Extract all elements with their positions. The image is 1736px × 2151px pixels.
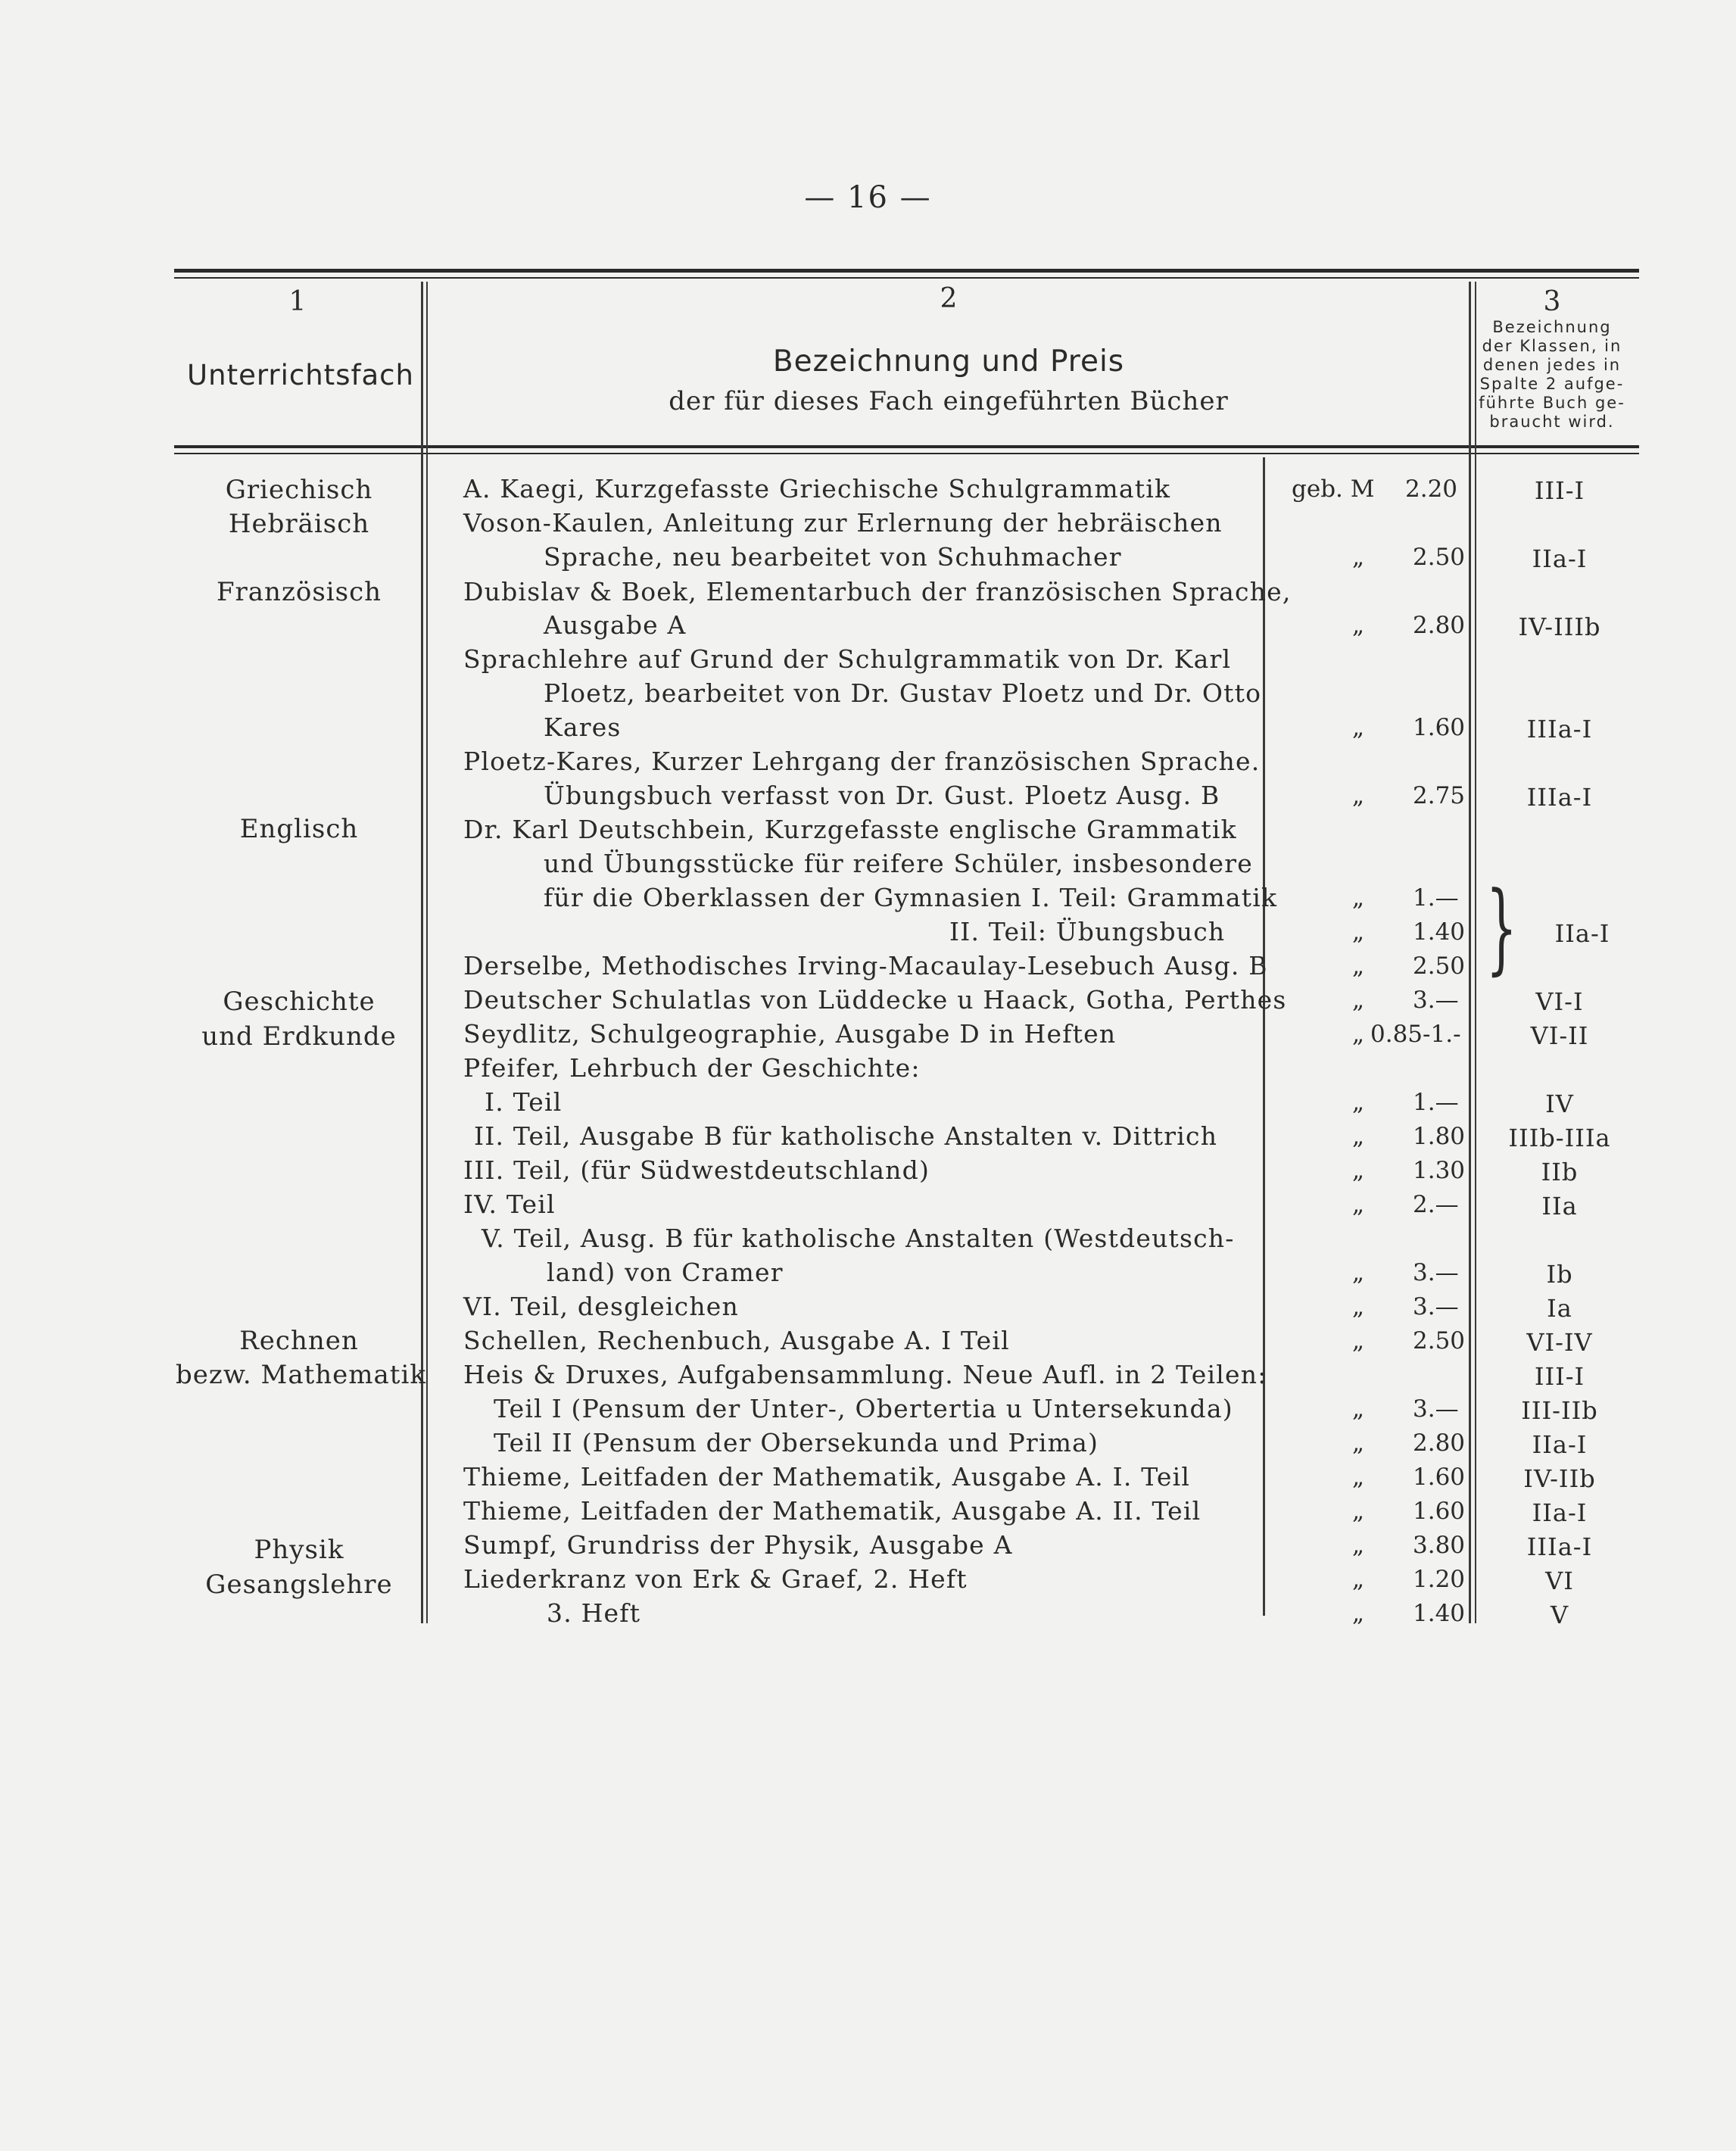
class-designation: IIIb-IIIa xyxy=(1508,1124,1611,1152)
price-prefix: „ xyxy=(1352,952,1365,980)
price-prefix: „ xyxy=(1352,1327,1365,1355)
subject: Physik xyxy=(254,1535,344,1565)
class-designation: IIa-I xyxy=(1554,919,1610,948)
class-designation: IIa-I xyxy=(1532,544,1588,573)
book-line: V. Teil, Ausg. B für katholische Anstalten (Westdeutsch- xyxy=(482,1224,1235,1253)
price-value: 1.— xyxy=(1413,884,1459,912)
book-line: II. Teil, Ausgabe B für katholische Anstalten v. Dittrich xyxy=(474,1121,1218,1151)
subject: Rechnen xyxy=(239,1326,359,1356)
book-line: Sprache, neu bearbeitet von Schuhmacher xyxy=(544,542,1122,572)
price-prefix: „ xyxy=(1352,918,1365,946)
price-value: 1.60 xyxy=(1413,1464,1466,1491)
book-line: Sumpf, Grundriss der Physik, Ausgabe A xyxy=(463,1530,1013,1560)
price-prefix: „ xyxy=(1352,884,1365,912)
price-value: 3.80 xyxy=(1413,1532,1466,1559)
book-line: II. Teil: Übungsbuch xyxy=(949,917,1226,946)
price-value: 3.— xyxy=(1413,1395,1459,1423)
price-prefix: „ xyxy=(1352,1021,1365,1048)
price-value: 0.85-1.- xyxy=(1370,1021,1461,1048)
header-bottom-rule xyxy=(174,445,1639,448)
class-designation: IV-IIIb xyxy=(1518,613,1601,641)
book-line: Ploetz-Kares, Kurzer Lehrgang der französischen Sprache. xyxy=(463,747,1261,776)
price-prefix: „ xyxy=(1352,1089,1365,1116)
book-line: Pfeifer, Lehrbuch der Geschichte: xyxy=(463,1053,921,1083)
col3-number: 3 xyxy=(1543,286,1561,317)
class-designation: III-I xyxy=(1534,1362,1585,1391)
price-value: 1.30 xyxy=(1413,1157,1466,1184)
book-line: Thieme, Leitfaden der Mathematik, Ausgabe A. I. Teil xyxy=(463,1462,1191,1492)
col3-line: Spalte 2 aufge- xyxy=(1479,375,1625,393)
col3-line: Bezeichnung xyxy=(1492,318,1612,336)
subject: Französisch xyxy=(216,577,382,607)
class-designation: IIa xyxy=(1541,1192,1578,1220)
book-line: Ausgabe A xyxy=(544,610,687,640)
class-designation: VI-II xyxy=(1530,1021,1589,1050)
price-value: 2.— xyxy=(1413,1191,1459,1218)
book-line: Dubislav & Boek, Elementarbuch der französischen Sprache, xyxy=(463,577,1292,606)
price-prefix: „ xyxy=(1352,544,1365,571)
col2-subtitle: der für dieses Fach eingeführten Bücher xyxy=(669,386,1229,416)
book-line: Schellen, Rechenbuch, Ausgabe A. I Teil xyxy=(463,1326,1010,1355)
col3-title xyxy=(1476,318,1628,432)
price-prefix: „ xyxy=(1352,714,1365,741)
price-prefix: „ xyxy=(1352,1395,1365,1423)
price-prefix: „ xyxy=(1352,782,1365,809)
class-designation: IV-IIb xyxy=(1523,1464,1596,1493)
subject: Gesangslehre xyxy=(205,1570,393,1600)
book-line: Teil I (Pensum der Unter-, Obertertia u Untersekunda) xyxy=(494,1394,1233,1423)
price-prefix: „ xyxy=(1352,1293,1365,1320)
col2-title: Bezeichnung und Preis xyxy=(772,344,1125,379)
price-divider xyxy=(1263,457,1265,1616)
page-number: — 16 — xyxy=(804,180,932,215)
book-line: 3. Heft xyxy=(547,1598,641,1628)
price-value: 1.40 xyxy=(1413,1600,1466,1627)
price-prefix: „ xyxy=(1352,1464,1365,1491)
book-line: A. Kaegi, Kurzgefasste Griechische Schulgrammatik xyxy=(463,474,1171,503)
book-line: Teil II (Pensum der Obersekunda und Prima) xyxy=(494,1428,1099,1457)
price-value: 1.60 xyxy=(1413,1498,1466,1525)
price-prefix: „ xyxy=(1352,1429,1365,1457)
col3-line: führte Buch ge- xyxy=(1479,394,1625,412)
price-value: 2.50 xyxy=(1413,1327,1466,1355)
book-line: Ploetz, bearbeitet von Dr. Gustav Ploetz und Dr. Otto xyxy=(544,678,1262,708)
brace-symbol: } xyxy=(1485,870,1518,985)
book-line: I. Teil xyxy=(485,1087,563,1117)
book-line: Thieme, Leitfaden der Mathematik, Ausgabe A. II. Teil xyxy=(463,1496,1201,1526)
price-value: 2.80 xyxy=(1413,612,1466,639)
col3-line: denen jedes in xyxy=(1482,356,1622,374)
price-prefix: „ xyxy=(1352,1566,1365,1593)
price-value: 1.80 xyxy=(1413,1123,1466,1150)
price-prefix: „ xyxy=(1352,1157,1365,1184)
class-designation: IIa-I xyxy=(1532,1430,1588,1459)
class-designation: VI xyxy=(1545,1566,1574,1595)
price-prefix: „ xyxy=(1352,1498,1365,1525)
book-line: für die Oberklassen der Gymnasien I. Teil: Grammatik xyxy=(544,883,1278,912)
price-prefix: „ xyxy=(1352,1191,1365,1218)
class-designation: IIIa-I xyxy=(1526,715,1593,743)
class-designation: IIa-I xyxy=(1532,1498,1588,1527)
subject: Griechisch xyxy=(225,475,373,505)
price-value: 3.— xyxy=(1413,1259,1459,1286)
class-designation: V xyxy=(1550,1601,1569,1629)
price-value: 1.60 xyxy=(1413,714,1466,741)
class-designation: IIIa-I xyxy=(1526,1532,1593,1561)
subject: Geschichte xyxy=(223,987,376,1017)
header-bottom-thin-rule xyxy=(174,453,1639,454)
book-line: Liederkranz von Erk & Graef, 2. Heft xyxy=(463,1564,968,1594)
book-line: und Übungsstücke für reifere Schüler, insbesondere xyxy=(544,849,1253,878)
class-designation: IV xyxy=(1545,1090,1574,1118)
price-prefix: „ xyxy=(1352,612,1365,639)
class-designation: Ib xyxy=(1546,1260,1573,1289)
class-designation: IIb xyxy=(1541,1158,1579,1186)
book-line: Dr. Karl Deutschbein, Kurzgefasste englische Grammatik xyxy=(463,815,1237,844)
col2-number: 2 xyxy=(940,283,958,314)
column-divider-2b xyxy=(1475,282,1476,1623)
book-line: Seydlitz, Schulgeographie, Ausgabe D in Heften xyxy=(463,1019,1117,1049)
price-value: 3.— xyxy=(1413,1293,1459,1320)
price-value: 2.50 xyxy=(1413,544,1466,571)
book-line: Sprachlehre auf Grund der Schulgrammatik von Dr. Karl xyxy=(463,644,1232,674)
price-prefix: „ xyxy=(1352,1600,1365,1627)
price-value: 3.— xyxy=(1413,987,1459,1014)
price-value: 1.— xyxy=(1413,1089,1459,1116)
price-prefix: „ xyxy=(1352,1532,1365,1559)
price-value: 2.75 xyxy=(1413,782,1466,809)
price-prefix: „ xyxy=(1352,1259,1365,1286)
price-prefix: „ xyxy=(1352,987,1365,1014)
price-value: 2.80 xyxy=(1413,1429,1466,1457)
subject: bezw. Mathematik xyxy=(176,1360,426,1390)
class-designation: VI-I xyxy=(1535,987,1584,1016)
class-designation: III-I xyxy=(1534,476,1585,505)
book-line: land) von Cramer xyxy=(547,1258,784,1287)
subject: Englisch xyxy=(239,814,359,844)
price-value: 2.50 xyxy=(1413,952,1466,980)
book-line: IV. Teil xyxy=(463,1189,556,1219)
table-top-thin-rule xyxy=(174,277,1639,279)
book-line: VI. Teil, desgleichen xyxy=(463,1292,739,1321)
subject: Hebräisch xyxy=(228,509,370,539)
subject: und Erdkunde xyxy=(201,1021,397,1052)
col1-number: 1 xyxy=(288,286,307,317)
class-designation: III-IIb xyxy=(1521,1396,1598,1425)
book-line: Kares xyxy=(544,712,622,742)
col3-line: braucht wird. xyxy=(1489,413,1615,431)
book-line: Heis & Druxes, Aufgabensammlung. Neue Aufl. in 2 Teilen: xyxy=(463,1360,1267,1389)
book-line: Übungsbuch verfasst von Dr. Gust. Ploetz Ausg. B xyxy=(544,781,1220,810)
book-line: III. Teil, (für Südwestdeutschland) xyxy=(463,1155,930,1185)
book-line: Voson-Kaulen, Anleitung zur Erlernung der hebräischen xyxy=(463,508,1223,538)
table-top-rule xyxy=(174,269,1639,273)
price-value: 2.20 xyxy=(1405,475,1458,503)
class-designation: IIIa-I xyxy=(1526,783,1593,812)
col1-title: Unterrichtsfach xyxy=(187,359,414,391)
price-value: 1.20 xyxy=(1413,1566,1466,1593)
price-value: 1.40 xyxy=(1413,918,1466,946)
price-prefix: „ xyxy=(1352,1123,1365,1150)
price-prefix: geb. M xyxy=(1292,475,1375,503)
class-designation: Ia xyxy=(1547,1294,1572,1323)
book-line: Derselbe, Methodisches Irving-Macaulay-Lesebuch Ausg. B xyxy=(463,951,1268,980)
class-designation: VI-IV xyxy=(1526,1328,1593,1357)
column-divider-1b xyxy=(426,282,428,1623)
book-line: Deutscher Schulatlas von Lüddecke u Haack, Gotha, Perthes xyxy=(463,985,1287,1015)
column-divider-2 xyxy=(1469,282,1471,1623)
col3-line: der Klassen, in xyxy=(1482,337,1622,355)
